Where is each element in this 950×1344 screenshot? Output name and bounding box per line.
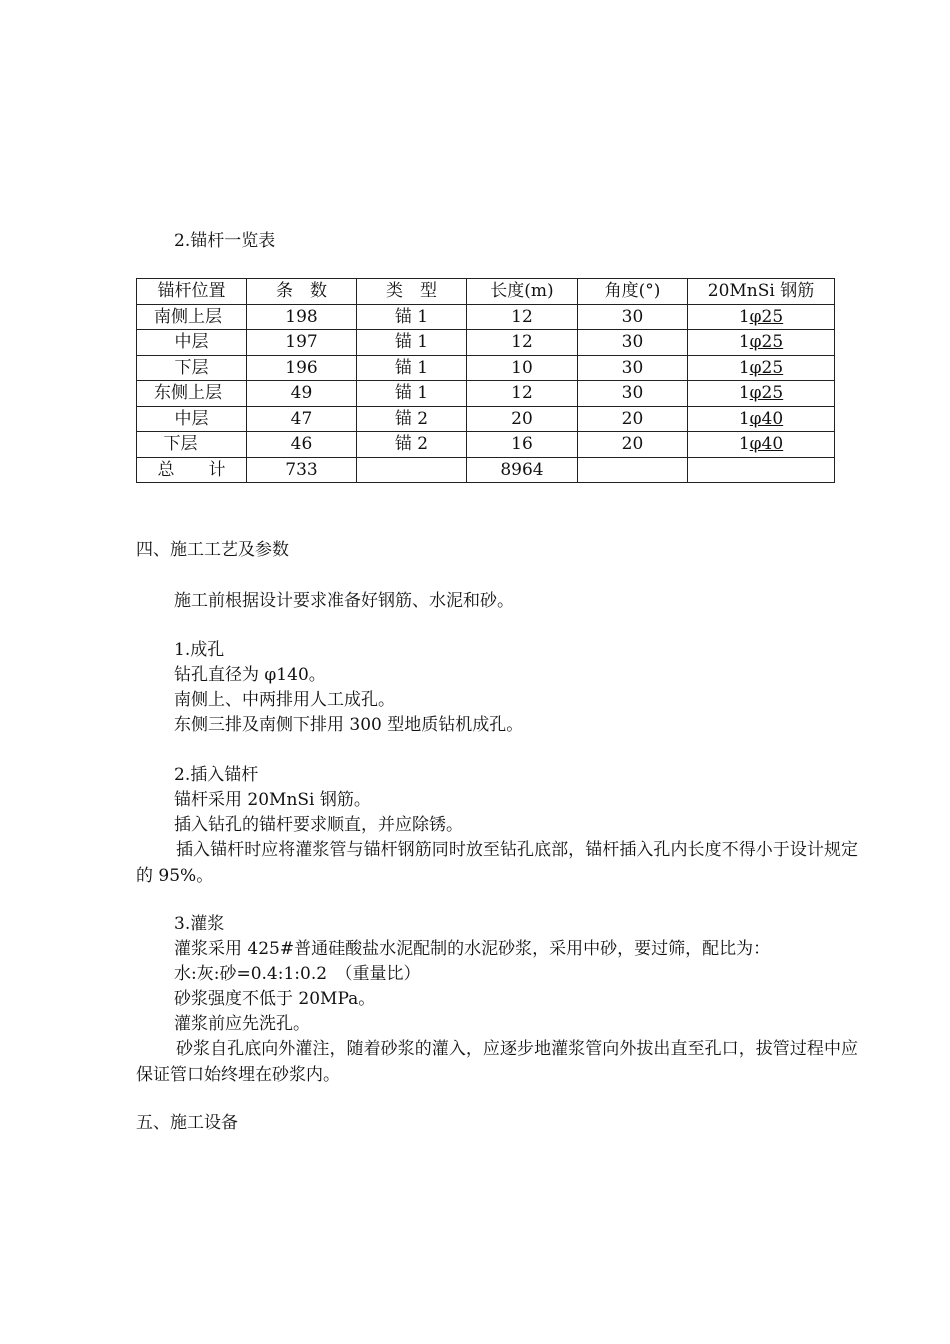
- steel-qty: 1: [738, 357, 750, 378]
- total-label: 总 计: [137, 457, 247, 483]
- steel-qty: 1: [738, 408, 750, 429]
- table-row: [137, 330, 835, 356]
- steel-bar: φ25: [749, 332, 784, 353]
- cell-position: 东侧上层: [137, 381, 247, 407]
- cell-steel: [688, 406, 835, 432]
- cell-length: 12: [467, 330, 578, 356]
- header-steel: 20MnSi 钢筋: [688, 279, 835, 305]
- subsection-3-title: 3.灌浆: [174, 914, 225, 934]
- steel-qty: 1: [738, 306, 750, 327]
- cell-angle: 30: [578, 304, 688, 330]
- steel-bar: φ40: [749, 434, 784, 455]
- cell-length: 12: [467, 381, 578, 407]
- steel-bar: φ25: [749, 383, 784, 404]
- subsection-1-line: 南侧上、中两排用人工成孔。: [174, 690, 395, 710]
- cell-count: 49: [247, 381, 357, 407]
- cell-angle: 30: [578, 330, 688, 356]
- cell-count: 198: [247, 304, 357, 330]
- subsection-1-line: 东侧三排及南侧下排用 300 型地质钻机成孔。: [174, 715, 524, 735]
- steel-bar: φ40: [749, 408, 784, 429]
- steel-qty: 1: [738, 434, 750, 455]
- cell-type: 锚 1: [357, 355, 467, 381]
- subsection-3-paragraph: 砂浆自孔底向外灌注，随着砂浆的灌入，应逐步地灌浆管向外拔出直至孔口，拔管过程中应保证管口始终埋在砂浆内。: [136, 1039, 858, 1085]
- section-4-intro: 施工前根据设计要求准备好钢筋、水泥和砂。: [174, 591, 514, 611]
- cell-type: 锚 1: [357, 330, 467, 356]
- cell-steel: [688, 381, 835, 407]
- subsection-2-title: 2.插入锚杆: [174, 765, 259, 785]
- cell-count: 197: [247, 330, 357, 356]
- cell-position: 下层: [137, 355, 247, 381]
- section-4-heading: 四、施工工艺及参数: [136, 540, 289, 560]
- header-position: 锚杆位置: [137, 279, 247, 305]
- total-count: 733: [247, 457, 357, 483]
- subsection-3-ratio: 水:灰:砂=0.4:1:0.2 （重量比）: [174, 964, 421, 984]
- cell-steel: [688, 330, 835, 356]
- cell-position: 下层: [137, 432, 247, 458]
- steel-bar: φ25: [749, 306, 784, 327]
- steel-qty: 1: [738, 332, 750, 353]
- table-row: [137, 432, 835, 458]
- cell-steel: [688, 432, 835, 458]
- cell-type: 锚 1: [357, 381, 467, 407]
- subsection-2-paragraph: 插入锚杆时应将灌浆管与锚杆钢筋同时放至钻孔底部，锚杆插入孔内长度不得小于设计规定的 95%。: [136, 840, 858, 886]
- cell-count: 196: [247, 355, 357, 381]
- header-type: 类 型: [357, 279, 467, 305]
- total-type: [357, 457, 467, 483]
- subsection-3-line: 灌浆前应先洗孔。: [174, 1014, 310, 1034]
- subsection-1-line: 钻孔直径为 φ140。: [174, 665, 326, 685]
- cell-position: 中层: [137, 406, 247, 432]
- cell-count: 46: [247, 432, 357, 458]
- anchor-table: [136, 278, 835, 483]
- cell-type: 锚 2: [357, 432, 467, 458]
- header-angle: 角度(°): [578, 279, 688, 305]
- cell-position: 南侧上层: [137, 304, 247, 330]
- total-length: 8964: [467, 457, 578, 483]
- table-row: [137, 381, 835, 407]
- table-row: [137, 406, 835, 432]
- cell-steel: [688, 304, 835, 330]
- header-count: 条 数: [247, 279, 357, 305]
- section-5-heading: 五、施工设备: [136, 1113, 238, 1133]
- cell-angle: 20: [578, 406, 688, 432]
- cell-position: 中层: [137, 330, 247, 356]
- cell-length: 16: [467, 432, 578, 458]
- cell-count: 47: [247, 406, 357, 432]
- cell-steel: [688, 355, 835, 381]
- subsection-2-line: 锚杆采用 20MnSi 钢筋。: [174, 790, 371, 810]
- subsection-3-line: 砂浆强度不低于 20MPa。: [174, 989, 376, 1009]
- cell-type: 锚 2: [357, 406, 467, 432]
- cell-angle: 30: [578, 355, 688, 381]
- total-angle: [578, 457, 688, 483]
- cell-length: 10: [467, 355, 578, 381]
- steel-bar: φ25: [749, 357, 784, 378]
- table-total-row: [137, 457, 835, 483]
- cell-angle: 30: [578, 381, 688, 407]
- steel-qty: 1: [738, 383, 750, 404]
- cell-type: 锚 1: [357, 304, 467, 330]
- table-header-row: [137, 279, 835, 305]
- cell-angle: 20: [578, 432, 688, 458]
- subsection-2-line: 插入钻孔的锚杆要求顺直，并应除锈。: [174, 815, 463, 835]
- subsection-3-line: 灌浆采用 425#普通硅酸盐水泥配制的水泥砂浆，采用中砂，要过筛，配比为：: [174, 939, 771, 959]
- table-row: [137, 355, 835, 381]
- cell-length: 12: [467, 304, 578, 330]
- total-steel: [688, 457, 835, 483]
- subsection-1-title: 1.成孔: [174, 640, 225, 660]
- table-caption: 2.锚杆一览表: [174, 231, 276, 251]
- header-length: 长度(m): [467, 279, 578, 305]
- cell-length: 20: [467, 406, 578, 432]
- table-row: [137, 304, 835, 330]
